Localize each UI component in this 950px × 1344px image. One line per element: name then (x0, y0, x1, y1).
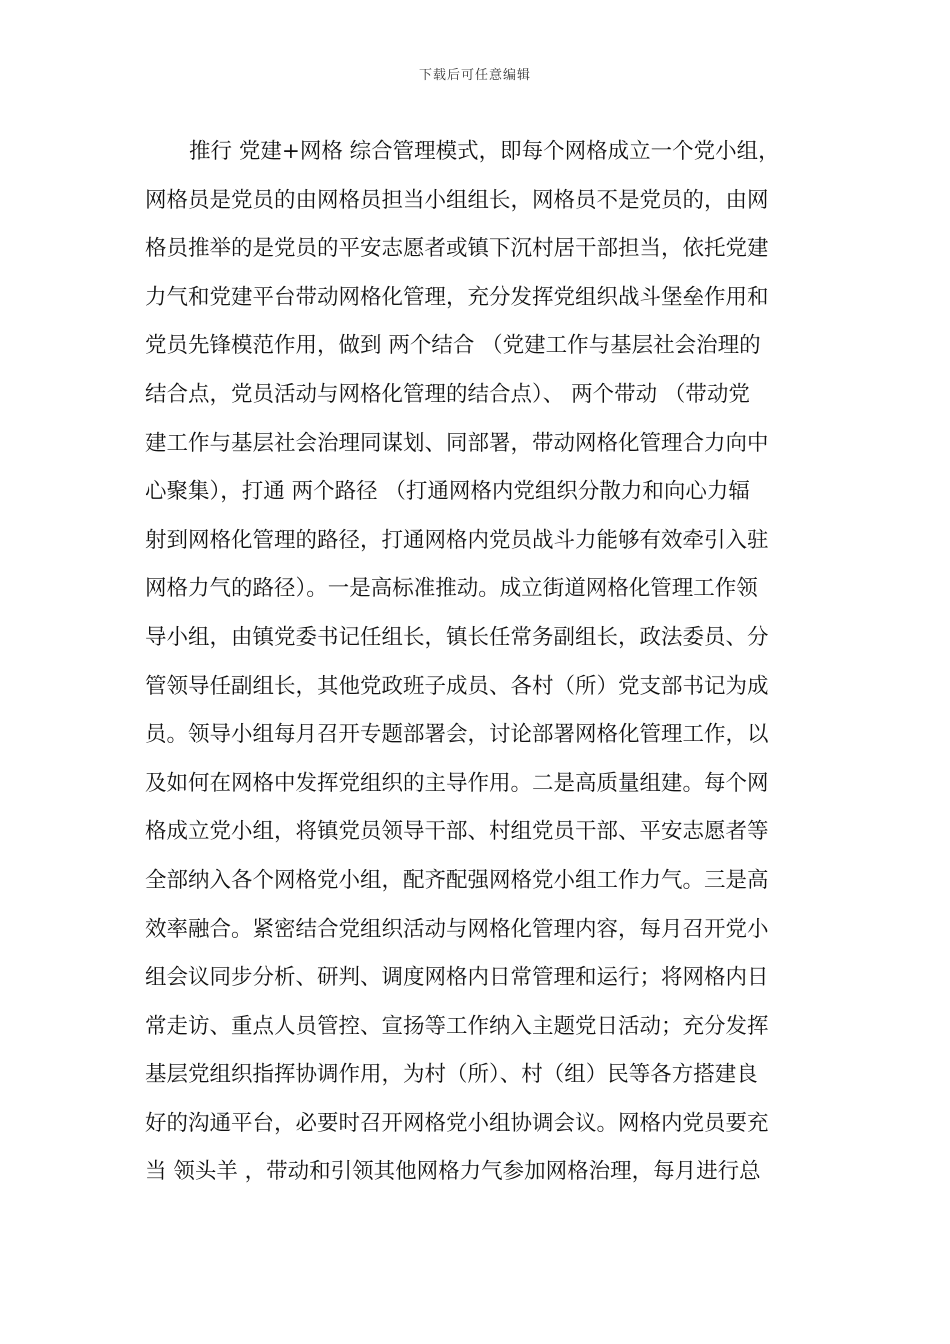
text-line: 推行 党建+网格 综合管理模式，即每个网格成立一个党小组， (189, 139, 780, 164)
text-line: 当 领头羊 ，带动和引领其他网格力气参加网格治理，每月进行总 (145, 1159, 761, 1185)
text-line: 管领导任副组长，其他党政班子成员、各村（所）党支部书记为成 (145, 673, 769, 699)
text-line: 员。领导小组每月召开专题部署会，讨论部署网格化管理工作，以 (145, 722, 769, 748)
text-line: 导小组，由镇党委书记任组长，镇长任常务副组长，政法委员、分 (145, 624, 769, 650)
text-line: 基层党组织指挥协调作用，为村（所）、村（组）民等各方搭建良 (145, 1062, 758, 1088)
text-line: 心聚集），打通 两个路径 （打通网格内党组织分散力和向心力辐 (145, 479, 750, 505)
text-line: 力气和党建平台带动网格化管理，充分发挥党组织战斗堡垒作用和 (145, 284, 769, 310)
text-line: 结合点，党员活动与网格化管理的结合点）、 两个带动 （带动党 (145, 381, 750, 407)
text-line: 格成立党小组，将镇党员领导干部、村组党员干部、平安志愿者等 (145, 819, 769, 845)
text-line: 党员先锋模范作用，做到 两个结合 （党建工作与基层社会治理的 (145, 333, 761, 359)
text-line: 射到网格化管理的路径，打通网格内党员战斗力能够有效牵引入驻 (145, 527, 769, 553)
text-line: 格员推举的是党员的平安志愿者或镇下沉村居干部担当，依托党建 (145, 236, 769, 262)
text-line: 组会议同步分析、研判、调度网格内日常管理和运行；将网格内日 (145, 965, 769, 991)
text-line: 效率融合。紧密结合党组织活动与网格化管理内容，每月召开党小 (145, 916, 769, 942)
body-paragraph (145, 128, 805, 1197)
text-line: 及如何在网格中发挥党组织的主导作用。二是高质量组建。每个网 (145, 770, 769, 796)
text-line: 好的沟通平台，必要时召开网格党小组协调会议。网格内党员要充 (145, 1110, 769, 1136)
text-line: 全部纳入各个网格党小组，配齐配强网格党小组工作力气。三是高 (145, 867, 769, 893)
text-line: 建工作与基层社会治理同谋划、同部署，带动网格化管理合力向中 (145, 430, 769, 456)
text-line: 网格力气的路径）。一是高标准推动。成立街道网格化管理工作领 (145, 576, 758, 602)
header-note: 下载后可任意编辑 (418, 68, 531, 83)
text-line: 网格员是党员的由网格员担当小组组长，网格员不是党员的，由网 (145, 187, 769, 213)
text-line: 常走访、重点人员管控、宣扬等工作纳入主题党日活动；充分发挥 (145, 1013, 769, 1039)
